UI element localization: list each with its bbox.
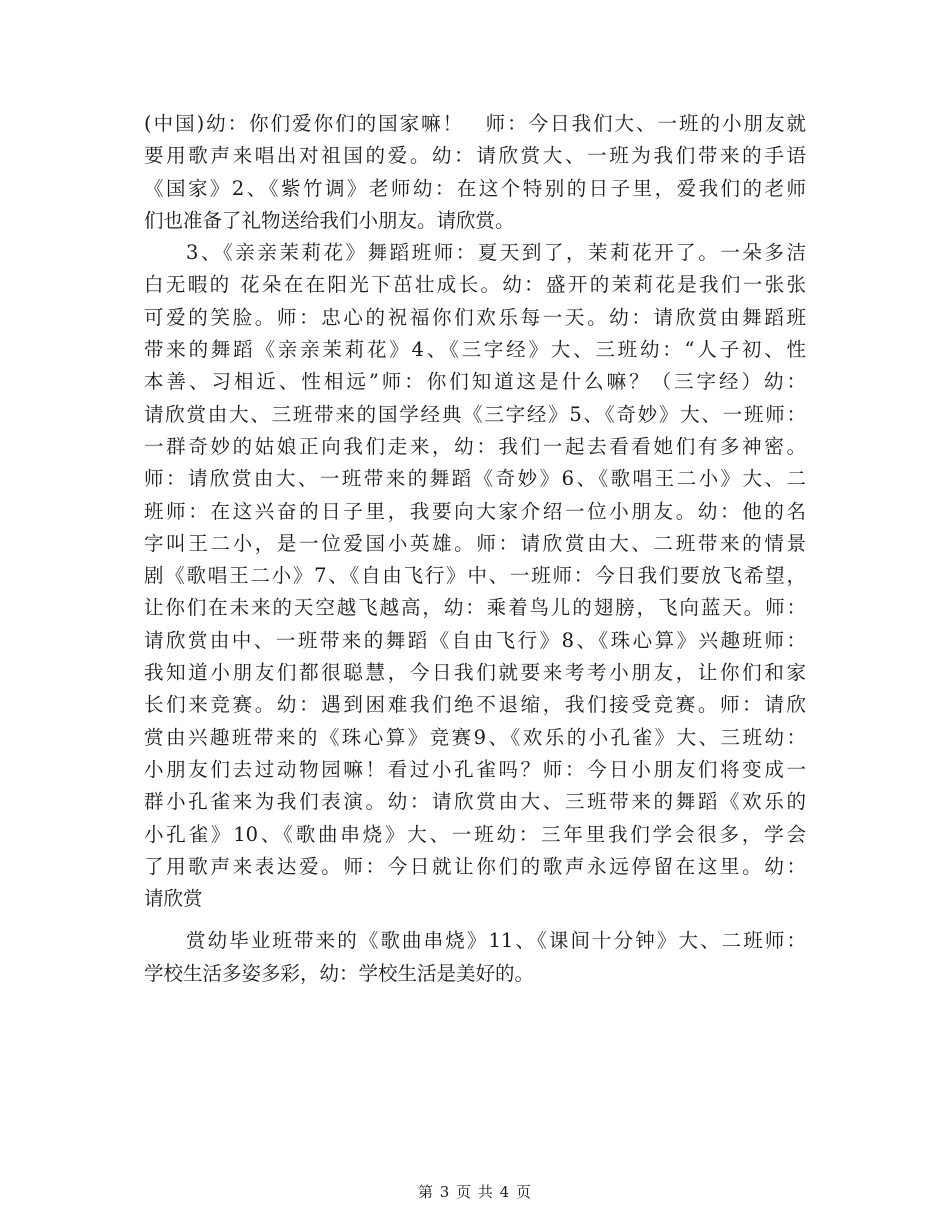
- text-line: 师：请欣赏由大、一班带来的舞蹈《奇妙》6、《歌唱王二小》大、二: [144, 467, 806, 491]
- paragraph-3: [144, 925, 806, 990]
- text-line: 了用歌声来表达爱。师：今日就让你们的歌声永远停留在这里。幼：: [144, 854, 806, 878]
- text-line: 请欣赏由中、一班带来的舞蹈《自由飞行》8、《珠心算》兴趣班师：: [144, 628, 806, 652]
- text-line: 赏幼毕业班带来的《歌曲串烧》11、《课间十分钟》大、二班师：: [186, 929, 806, 953]
- text-line: (中国)幼：你们爱你们的国家嘛！ 师：今日我们大、一班的小朋友就: [144, 112, 806, 135]
- text-line: 请欣赏由大、三班带来的国学经典《三字经》5、《奇妙》大、一班师：: [144, 402, 806, 426]
- text-line: 长们来竞赛。幼：遇到困难我们绝不退缩，我们接受竞赛。师：请欣: [144, 693, 806, 717]
- text-line: 小孔雀》10、《歌曲串烧》大、一班幼：三年里我们学会很多，学会: [144, 822, 806, 846]
- text-line: 字叫王二小，是一位爱国小英雄。师：请欣赏由大、二班带来的情景: [144, 531, 806, 555]
- text-line: 们也准备了礼物送给我们小朋友。请欣赏。: [144, 208, 515, 232]
- text-line: 学校生活多姿多彩，幼：学校生活是美好的。: [144, 961, 535, 985]
- text-line: 剧《歌唱王二小》7、《自由飞行》中、一班师：今日我们要放飞希望，: [144, 564, 806, 588]
- text-line: 一群奇妙的姑娘正向我们走来，幼：我们一起去看看她们有多神密。: [144, 434, 806, 458]
- text-line: 小朋友们去过动物园嘛！看过小孔雀吗？师：今日小朋友们将变成一: [144, 757, 806, 781]
- text-line: 《国家》2、《紫竹调》老师幼：在这个特别的日子里，爱我们的老师: [144, 176, 806, 200]
- text-line: 班师：在这兴奋的日子里，我要向大家介绍一位小朋友。幼：他的名: [144, 499, 806, 523]
- text-line: 让你们在未来的天空越飞越高，幼：乘着鸟儿的翅膀，飞向蓝天。师：: [144, 596, 806, 620]
- page-number-footer: 第 3 页 共 4 页: [418, 1183, 532, 1201]
- text-line: 请欣赏: [144, 887, 203, 911]
- text-line: 白无暇的 花朵在在阳光下茁壮成长。幼：盛开的茉莉花是我们一张张: [144, 273, 806, 297]
- paragraph-spacer: [144, 915, 806, 925]
- text-line: 可爱的笑脸。师：忠心的祝福你们欢乐每一天。幼：请欣赏由舞蹈班: [144, 305, 806, 329]
- text-line: 要用歌声来唱出对祖国的爱。幼：请欣赏大、一班为我们带来的手语: [144, 144, 806, 168]
- text-line: 3、《亲亲茉莉花》舞蹈班师：夏天到了，茉莉花开了。一朵多洁: [186, 241, 806, 265]
- document-body: [144, 108, 806, 990]
- paragraph-2: [144, 237, 806, 915]
- paragraph-1: [144, 108, 806, 237]
- text-line: 带来的舞蹈《亲亲茉莉花》4、《三字经》大、三班幼：“人子初、性: [144, 338, 806, 362]
- text-line: 我知道小朋友们都很聪慧，今日我们就要来考考小朋友，让你们和家: [144, 661, 806, 685]
- text-line: 本善、习相近、性相远”师：你们知道这是什么嘛？（三字经）幼：: [144, 370, 806, 394]
- text-line: 赏由兴趣班带来的《珠心算》竞赛9、《欢乐的小孔雀》大、三班幼：: [144, 725, 806, 749]
- text-line: 群小孔雀来为我们表演。幼：请欣赏由大、三班带来的舞蹈《欢乐的: [144, 790, 806, 814]
